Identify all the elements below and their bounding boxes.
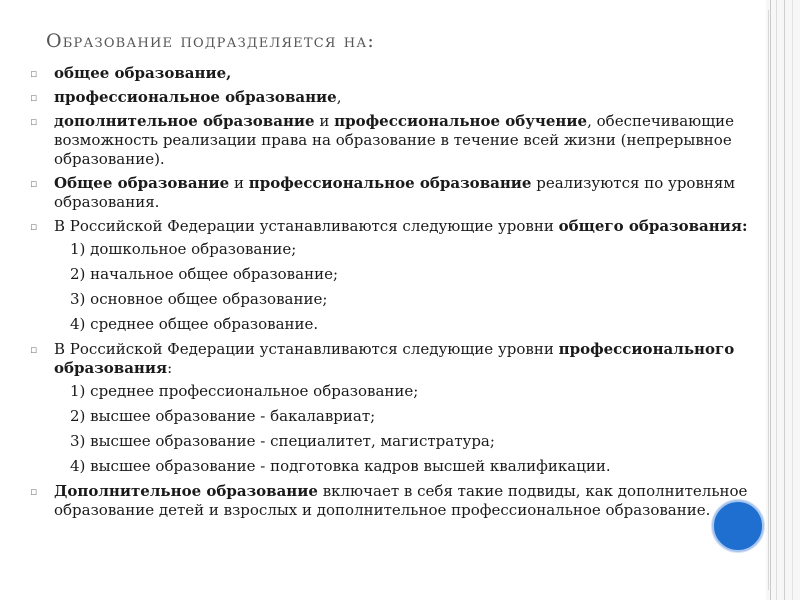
list-item (28, 482, 748, 520)
sub-item: 1) дошкольное образование; (70, 240, 297, 258)
decor-line (784, 0, 785, 600)
item-text: В Российской Федерации устанавливаются следующие уровни (54, 340, 559, 358)
item-bold: профессиональное образование (54, 88, 337, 106)
sub-item: 3) высшее образование - специалитет, магистратура; (70, 432, 495, 450)
sub-item: 1) среднее профессиональное образование; (70, 382, 419, 400)
item-text: : (167, 359, 173, 377)
list-item (28, 112, 748, 169)
item-bold: Общее образование (54, 174, 230, 192)
item-text: , обеспечивающие возможность реализации права на образование в течение всей жизни (непрерывное образование). (54, 112, 735, 168)
square-bullet-icon: ▫ (30, 220, 38, 233)
item-text: реализуются по уровням образования. (54, 174, 736, 211)
decorative-circle-icon (712, 500, 764, 552)
square-bullet-icon: ▫ (30, 91, 38, 104)
item-text: В Российской Федерации устанавливаются следующие уровни (54, 217, 559, 235)
list-item (28, 88, 748, 107)
item-bold: Дополнительное образование (54, 482, 318, 500)
list-item (28, 174, 748, 212)
slide-title: Образование подразделяется на: (46, 30, 375, 52)
decor-line (792, 0, 793, 600)
item-bold: профессиональное образование (248, 174, 532, 192)
item-bold: профессиональное обучение (334, 112, 588, 130)
sub-item: 3) основное общее образование; (70, 290, 328, 308)
item-bold: профессионального образования (54, 340, 735, 377)
slide-content (28, 64, 748, 525)
square-bullet-icon: ▫ (30, 115, 38, 128)
item-bold: общего образования: (558, 217, 748, 235)
right-decoration (766, 0, 800, 600)
item-text: , (336, 88, 342, 106)
sub-item: 2) высшее образование - бакалавриат; (70, 407, 376, 425)
decor-line (776, 0, 777, 600)
list-item (28, 64, 748, 83)
square-bullet-icon: ▫ (30, 343, 38, 356)
list-item (28, 217, 748, 236)
item-text: и (229, 174, 249, 192)
sub-item: 2) начальное общее образование; (70, 265, 338, 283)
square-bullet-icon: ▫ (30, 485, 38, 498)
item-text: включает в себя такие подвиды, как дополнительное образование детей и взрослых и дополнительное профессиональное образование. (54, 482, 748, 519)
decor-line (770, 0, 771, 600)
sub-item: 4) среднее общее образование. (70, 315, 319, 333)
item-bold: общее образование, (54, 64, 232, 82)
list-item (28, 340, 748, 378)
sub-item: 4) высшее образование - подготовка кадров высшей квалификации. (70, 457, 611, 475)
item-text: и (314, 112, 335, 130)
square-bullet-icon: ▫ (30, 177, 38, 190)
item-bold: дополнительное образование (54, 112, 315, 130)
square-bullet-icon: ▫ (30, 67, 38, 80)
